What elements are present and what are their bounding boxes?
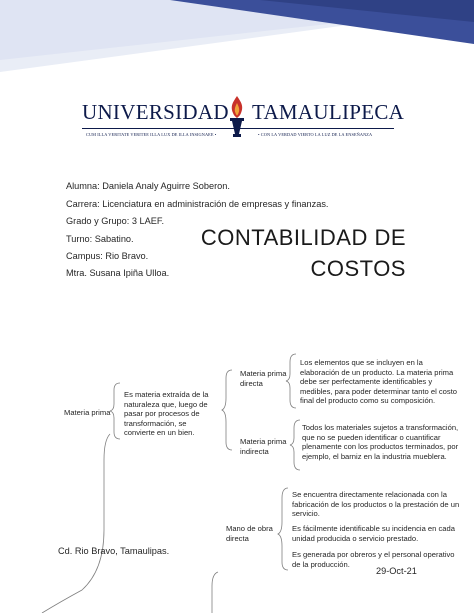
logo-text-left: UNIVERSIDAD — [82, 100, 229, 124]
university-logo — [82, 94, 405, 150]
direct-description: Los elementos que se incluyen en la elaboración de un producto. La materia prima debe ser perfectamente identificables y medibles, para poder determinar tanto el costo final del producto como su composición. — [300, 358, 458, 405]
torch-icon — [224, 94, 250, 140]
labor-description-2: Es fácilmente identificable su incidencia en cada unidad producida o servicio prestado. — [292, 524, 455, 543]
student-group: Grado y Grupo: 3 LAEF. — [66, 216, 165, 226]
brace-main-left — [42, 434, 110, 613]
student-campus: Campus: Rio Bravo. — [66, 251, 149, 261]
logo-divider — [82, 128, 394, 129]
student-shift: Turno: Sabatino. — [66, 234, 134, 244]
logo-motto-left: CUM ILLA VERITATE VERITEE ILLA LUX DE ILLA INSIGNAEE • — [86, 132, 217, 137]
document-title — [150, 222, 406, 284]
direct-label: Materia prima directa — [240, 369, 287, 388]
logo-text-right: TAMAULIPECA — [252, 100, 405, 124]
student-career: Carrera: Licenciatura en administración de empresas y finanzas. — [66, 199, 329, 209]
brace-direct-indirect — [222, 370, 232, 450]
header-banner — [0, 0, 474, 72]
student-teacher: Mtra. Susana Ipiña Ulloa. — [66, 268, 170, 278]
brace-indirect-desc — [290, 420, 300, 470]
brace-root-desc — [110, 383, 120, 439]
title-line-1: CONTABILIDAD DE — [200, 225, 406, 250]
labor-description-1: Se encuentra directamente relacionada con la fabricación de los productos o la prestación de un servicio. — [292, 490, 460, 518]
root-label: Materia prima — [64, 408, 111, 417]
student-name: Alumna: Daniela Analy Aguirre Soberon. — [66, 181, 230, 191]
logo-motto-right: • CON LA VERDAD VIERTO LA LUZ DE LA ENSEÑANZA — [258, 132, 373, 137]
footer-date: 29-Oct-21 — [376, 566, 417, 576]
root-description: Es materia extraída de la naturaleza que, luego de pasar por procesos de transformación, se convierte en un bien. — [124, 390, 209, 437]
indirect-label: Materia prima indirecta — [240, 437, 287, 456]
footer-city: Cd. Rio Bravo, Tamaulipas. — [58, 546, 170, 556]
labor-label: Mano de obra directa — [226, 524, 273, 543]
indirect-description: Todos los materiales sujetos a transformación, que no se pueden identificar o cuantificar plenamente con los productos terminados, por ejemplo, el barniz en la industria mueblera. — [302, 423, 459, 461]
title-line-2: COSTOS — [310, 256, 406, 281]
labor-description-3: Es generada por obreros y el personal operativo de la producción. — [292, 550, 455, 569]
brace-lower — [212, 572, 218, 613]
